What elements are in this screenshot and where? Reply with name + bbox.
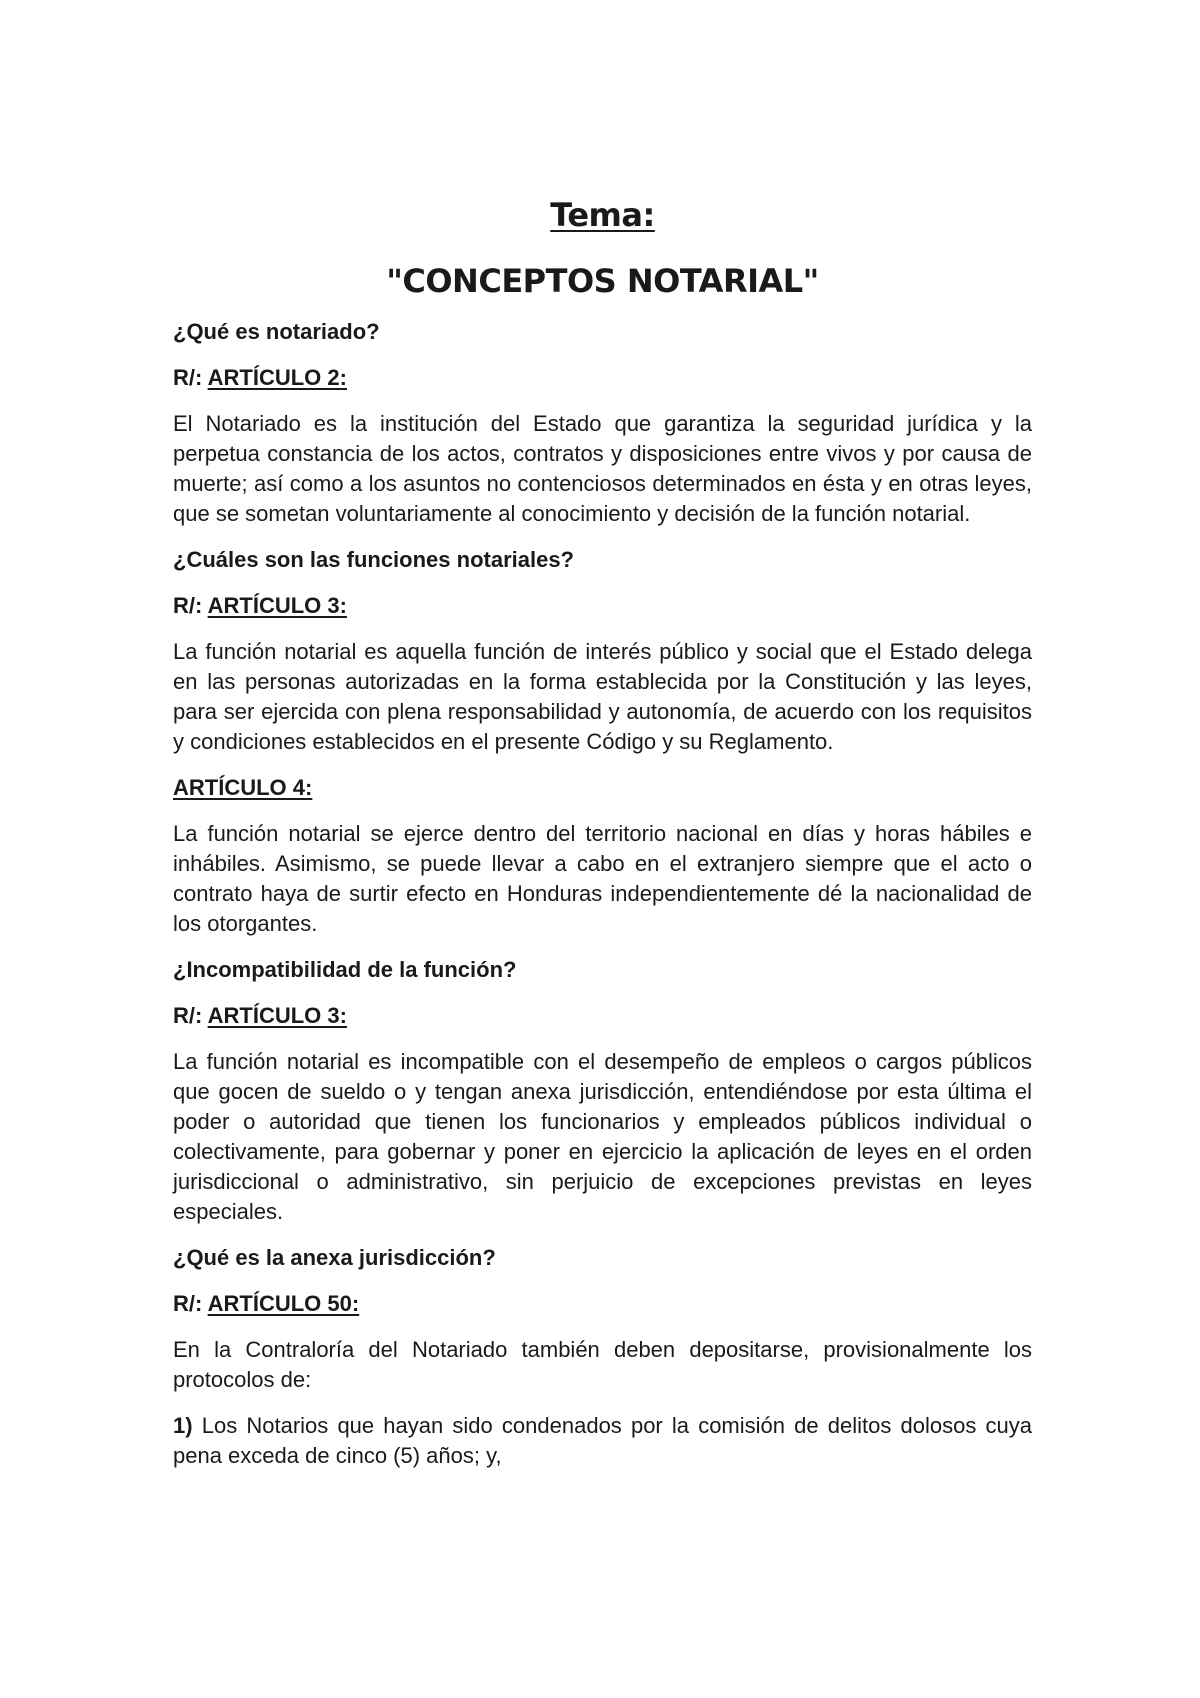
article-reference: ARTÍCULO 4: <box>173 775 313 800</box>
article-text: El Notariado es la institución del Estado que garantiza la seguridad jurídica y la perpetua constancia de los actos, contratos y disposiciones entre vivos y por causa de muerte; así como a los asuntos no contenciosos determinados en ésta y en otras leyes, que se sometan voluntariamente al conocimiento y decisión de la función notarial. <box>173 411 1032 526</box>
answer-prefix: R/: <box>173 593 203 618</box>
answer-prefix: R/: <box>173 1003 203 1028</box>
article-reference: ARTÍCULO 3: <box>207 1003 347 1028</box>
article-reference: ARTÍCULO 50: <box>207 1291 360 1316</box>
document-subtitle: "CONCEPTOS NOTARIAL" <box>386 262 819 300</box>
question-heading: ¿Qué es notariado? <box>173 319 380 344</box>
answer-heading <box>173 363 1032 393</box>
list-item <box>173 1411 1032 1471</box>
answer-heading <box>173 591 1032 621</box>
question-heading: ¿Cuáles son las funciones notariales? <box>173 547 574 572</box>
article-text: La función notarial es incompatible con el desempeño de empleos o cargos públicos que gocen de sueldo o y tengan anexa jurisdicción, entendiéndose por esta última el poder o autoridad que tienen los funcionarios y empleados públicos individual o colectivamente, para gobernar y poner en ejercicio la aplicación de leyes en el orden jurisdiccional o administrativo, sin perjuicio de excepciones previstas en leyes especiales. <box>173 1049 1032 1224</box>
question-heading: ¿Qué es la anexa jurisdicción? <box>173 1245 496 1270</box>
title-text: Tema: <box>550 196 655 234</box>
article-reference: ARTÍCULO 2: <box>207 365 347 390</box>
question-heading: ¿Incompatibilidad de la función? <box>173 957 517 982</box>
article-text: La función notarial es aquella función de interés público y social que el Estado delega en las personas autorizadas en la forma establecida por la Constitución y las leyes, para ser ejercida con plena responsabilidad y autonomía, de acuerdo con los requisitos y condiciones establecidos en el presente Código y su Reglamento. <box>173 639 1032 754</box>
answer-heading <box>173 1289 1032 1319</box>
article-text: En la Contraloría del Notariado también deben depositarse, provisionalmente los protocolos de: <box>173 1337 1032 1392</box>
article-text: La función notarial se ejerce dentro del territorio nacional en días y horas hábiles e inhábiles. Asimismo, se puede llevar a cabo en el extranjero siempre que el acto o contrato haya de surtir efecto en Honduras independientemente dé la nacionalidad de los otorgantes. <box>173 821 1032 936</box>
document-content <box>173 195 1032 1471</box>
answer-prefix: R/: <box>173 365 203 390</box>
list-item-text: Los Notarios que hayan sido condenados por la comisión de delitos dolosos cuya pena exceda de cinco (5) años; y, <box>173 1413 1033 1468</box>
answer-heading <box>173 1001 1032 1031</box>
document-title <box>173 195 1032 235</box>
list-item-number: 1) <box>173 1413 193 1438</box>
answer-heading <box>173 773 1032 803</box>
answer-prefix: R/: <box>173 1291 203 1316</box>
article-reference: ARTÍCULO 3: <box>207 593 347 618</box>
